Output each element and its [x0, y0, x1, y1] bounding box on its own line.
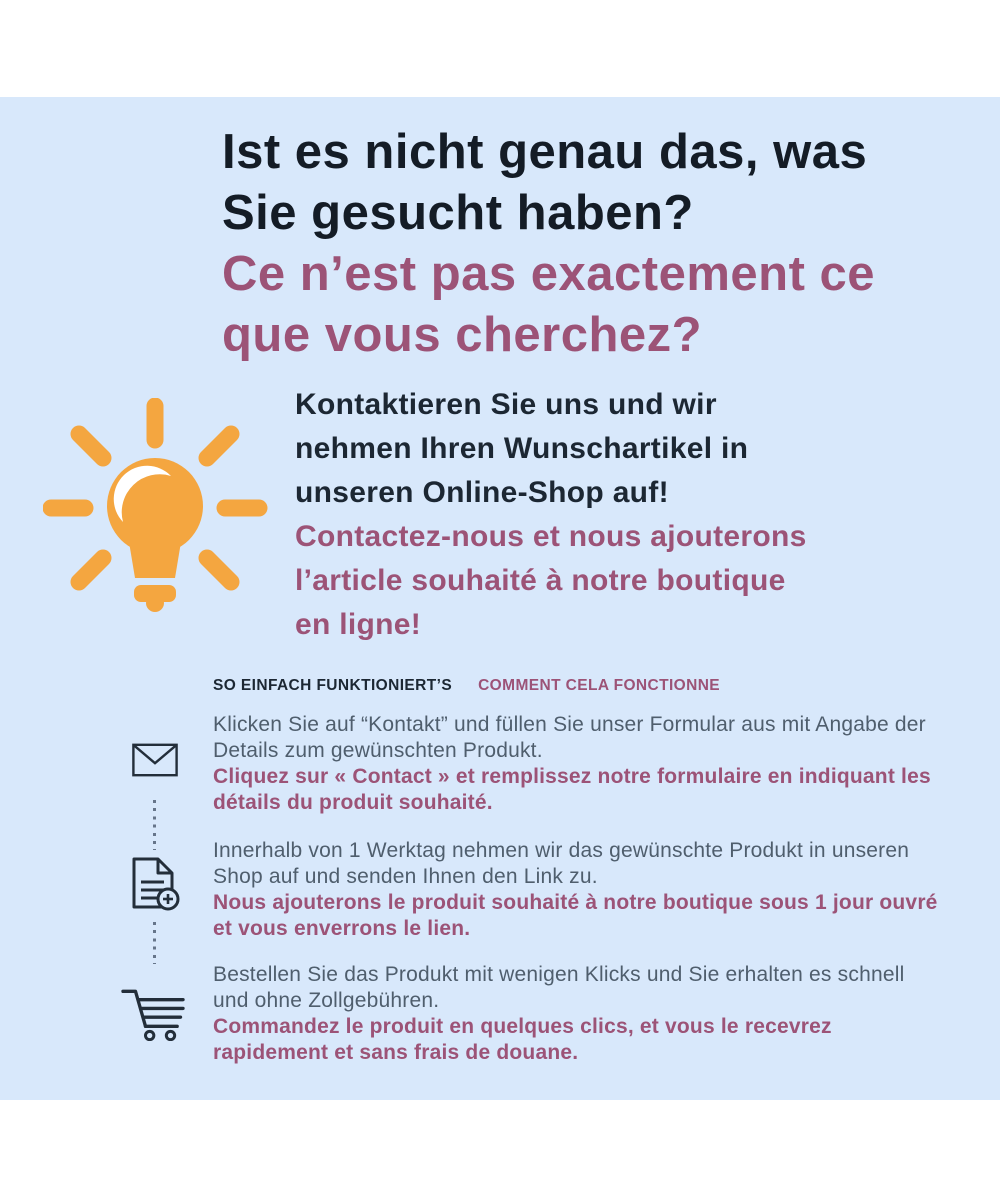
- callout-text: [295, 383, 895, 647]
- intro-heading: [222, 122, 962, 366]
- step-3-text-de: Bestellen Sie das Produkt mit wenigen Klicks und Sie erhalten es schnell und ohne Zollgebühren.: [213, 963, 905, 1012]
- step-2-text-de: Innerhalb von 1 Werktag nehmen wir das gewünschte Produkt in unseren Shop auf und senden Ihnen den Link zu.: [213, 839, 910, 888]
- step-1-text-de: Klicken Sie auf “Kontakt” und füllen Sie unser Formular aus mit Angabe der Details zum gewünschten Produkt.: [213, 713, 926, 762]
- step-2: [213, 838, 938, 942]
- callout-de-line3: unseren Online-Shop auf!: [295, 476, 669, 509]
- heading-fr-line1: Ce n’est pas exactement ce: [222, 247, 876, 301]
- dotted-connector-2: [153, 922, 156, 964]
- step-3: [213, 962, 938, 1066]
- heading-fr-line2: que vous cherchez?: [222, 308, 703, 362]
- heading-de-line2: Sie gesucht haben?: [222, 186, 694, 240]
- cart-icon: [118, 985, 188, 1046]
- dotted-connector-1: [153, 800, 156, 850]
- step-3-text-fr: Commandez le produit en quelques clics, et vous le recevrez rapidement et sans frais de douane.: [213, 1015, 832, 1064]
- lightbulb-svg: [43, 398, 273, 628]
- how-it-works-title-fr: COMMENT CELA FONCTIONNE: [478, 677, 721, 694]
- step-1-text-fr: Cliquez sur « Contact » et remplissez notre formulaire en indiquant les détails du produit souhaité.: [213, 765, 931, 814]
- document-add-icon: [122, 855, 182, 920]
- how-it-works-header: [213, 677, 720, 695]
- step-2-text-fr: Nous ajouterons le produit souhaité à notre boutique sous 1 jour ouvré et vous enverrons le lien.: [213, 891, 938, 940]
- callout-de-line2: nehmen Ihren Wunschartikel in: [295, 432, 749, 465]
- envelope-icon: [131, 741, 179, 784]
- callout-de-line1: Kontaktieren Sie uns und wir: [295, 388, 717, 421]
- callout-fr-line1: Contactez-nous et nous ajouterons: [295, 520, 807, 553]
- how-it-works-title-de: SO EINFACH FUNKTIONIERT’S: [213, 677, 453, 694]
- heading-de-line1: Ist es nicht genau das, was: [222, 125, 868, 179]
- step-1: [213, 712, 938, 816]
- lightbulb-icon: [43, 398, 273, 628]
- callout-fr-line3: en ligne!: [295, 608, 422, 641]
- callout-fr-line2: l’article souhaité à notre boutique: [295, 564, 786, 597]
